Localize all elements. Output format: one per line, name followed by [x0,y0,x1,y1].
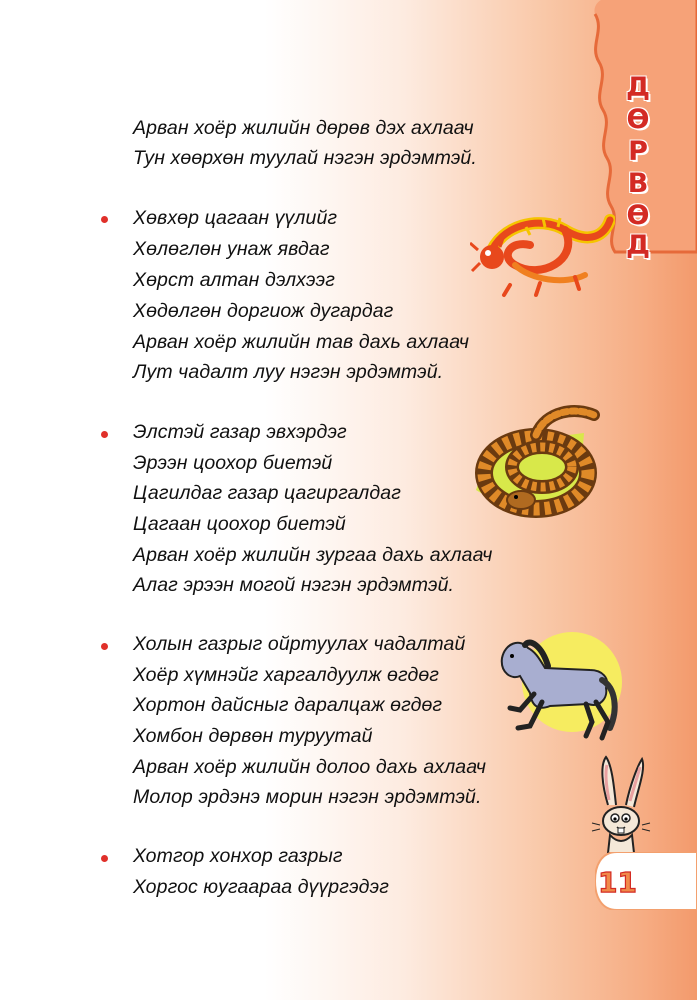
rabbit-illustration [590,755,652,855]
bullet [101,643,108,650]
tab-letter-5: Ө [626,200,650,231]
tab-letter-3: Р [628,136,648,167]
poem-line: Хөдөлгөн доргиож дугардаг [133,300,394,322]
poem-line: Хөвхөр цагаан үүлийг [133,207,338,229]
poem-line: Хомбон дөрвөн туруутай [133,725,373,747]
poem-line: Хөлөглөн унаж явдаг [133,238,330,260]
poem-line: Арван хоёр жилийн тав дахь ахлаач [133,331,470,353]
dragon-illustration [470,205,615,300]
horse-illustration [490,618,630,743]
poem-line: Холын газрыг ойртуулах чадалтай [133,633,466,655]
poem-line: Арван хоёр жилийн дөрөв дэх ахлаач [133,117,474,139]
poem-line: Хоёр хүмнэйг харгалдуулж өгдөг [133,664,439,686]
poem-line: Эрээн цоохор биетэй [133,452,333,474]
poem-line: Алаг эрээн могой нэгэн эрдэмтэй. [133,574,455,596]
poem-line: Цагилдаг газар цагиргалдаг [133,482,401,504]
poem-line: Тун хөөрхөн туулай нэгэн эрдэмтэй. [133,147,477,169]
poem-line: Элстэй газар эвхэрдэг [133,421,347,443]
tab-letter-6: Д [625,230,651,261]
poem-line: Цагаан цоохор биетэй [133,513,346,535]
poem-line: Арван хоёр жилийн зургаа дахь ахлаач [133,544,493,566]
poem-line: Хоргос юугаараа дүүргэдэг [133,876,389,898]
bullet [101,431,108,438]
poem-line: Лут чадалт луу нэгэн эрдэмтэй. [133,361,444,383]
tab-letter-4: В [627,168,649,199]
poem-line: Хотгор хонхор газрыг [133,845,343,867]
poem-line: Хортон дайсныг даралцаж өгдөг [133,694,443,716]
snake-illustration [466,405,606,520]
bullet [101,855,108,862]
poem-line: Арван хоёр жилийн долоо дахь ахлаач [133,756,487,778]
page-number: 11 [598,866,637,899]
poem-line: Молор эрдэнэ морин нэгэн эрдэмтэй. [133,786,482,808]
tab-letter-1: Д [625,72,651,103]
poem-line: Хөрст алтан дэлхээг [133,269,335,291]
tab-letter-2: Ө [626,104,650,135]
bullet [101,216,108,223]
